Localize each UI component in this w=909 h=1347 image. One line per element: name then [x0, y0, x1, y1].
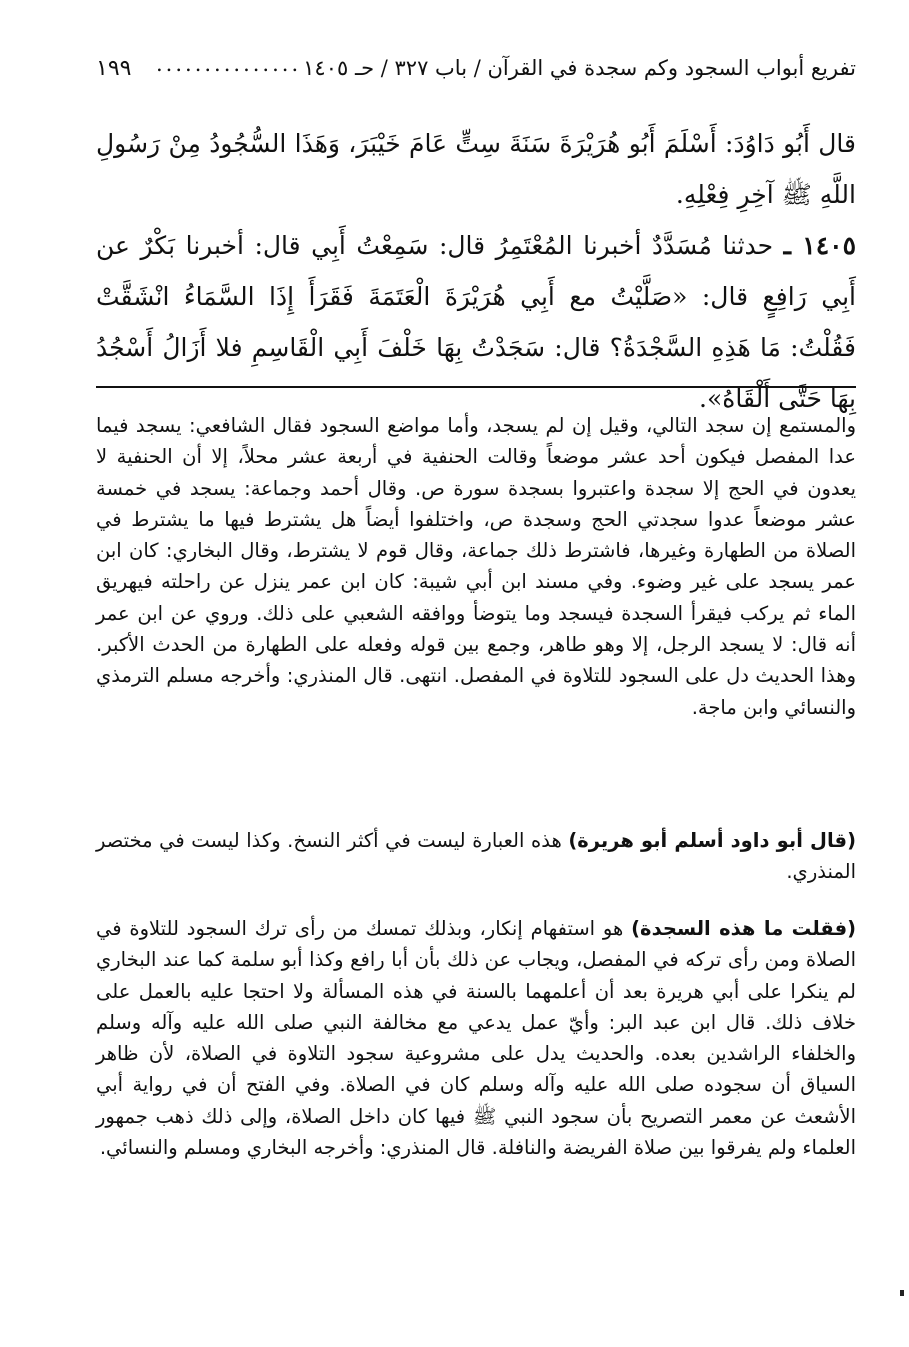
hadith-number: ١٤٠٥ ـ — [783, 231, 856, 260]
hadith-abu-dawud-note — [96, 118, 856, 220]
commentary-paragraph-1-text: والمستمع إن سجد التالي، وقيل إن لم يسجد، وأما مواضع السجود فقال الشافعي: يسجد فيما عدا المفصل فيكون أحد عشر موضعاً وقالت الحنفية في أربعة عشر محلاً، إلا أن الحنفية لا يعدون في الحج إلا سجدة واعتبروا بسجدة سورة ص. وقال أحمد وجماعة: يسجد في خمسة عشر موضعاً عدوا سجدتي الحج وسجدة ص، واختلفوا أيضاً هل يشترط فيها ما يشترط في الصلاة من الطهارة وغيرها، فاشترط ذلك جماعة، وقال قوم لا يشترط، وقال البخاري: كان ابن عمر يسجد على غير وضوء. وفي مسند ابن أبي شيبة: كان ابن عمر ينزل عن راحلته فيهريق الماء ثم يركب فيقرأ السجدة فيسجد وما يتوضأ ووافقه الشعبي على ذلك. وروي عن ابن عمر أنه قال: لا يسجد الرجل، إلا وهو طاهر، وجمع بين قوله وفعله على الطهارة من الحدث الأكبر. وهذا الحديث دل على السجود للتلاوة في المفصل. انتهى. قال المنذري: وأخرجه مسلم الترمذي والنسائي وابن ماجة. — [96, 414, 856, 719]
commentary-paragraph-3-heading: (فقلت ما هذه السجدة) — [631, 917, 857, 940]
scan-edge-mark — [900, 1290, 904, 1296]
hadith-1405-text: حدثنا مُسَدَّدٌ أخبرنا المُعْتَمِرُ قال: سَمِعْتُ أَبِي قال: أخبرنا بَكْرٌ عن أَبِي رَافِعٍ قال: «صَلَّيْتُ مع أَبِي هُرَيْرَةَ الْعَتَمَةَ فَقَرَأَ إِذَا السَّمَاءُ انْشَقَّتْ فَقُلْتُ: مَا هَذِهِ السَّجْدَةُ؟ قال: سَجَدْتُ بِهَا خَلْفَ أَبِي الْقَاسِمِ فلا أَزَالُ أَسْجُدُ بِهَا حَتَّى أَلْقَاهُ». — [96, 231, 856, 413]
running-header — [96, 52, 856, 92]
commentary-paragraph-2-text: هذه العبارة ليست في أكثر النسخ. وكذا ليست في مختصر المنذري. — [96, 829, 856, 884]
hadith-1405 — [96, 220, 856, 424]
header-leader-dots: ............... — [156, 52, 302, 76]
header-title: تفريع أبواب السجود وكم سجدة في القرآن / باب ٣٢٧ / حـ ١٤٠٥ — [303, 56, 856, 80]
page-number: ١٩٩ — [96, 56, 132, 81]
commentary-paragraph-1 — [96, 410, 856, 723]
commentary-paragraph-2-heading: (قال أبو داود أسلم أبو هريرة) — [568, 829, 856, 852]
commentary-paragraph-2 — [96, 825, 856, 888]
footnote-separator-rule — [96, 386, 856, 388]
hadith-abu-dawud-text: قال أَبُو دَاوُدَ: أَسْلَمَ أَبُو هُرَيْرَةَ سَنَةَ سِتٍّ عَامَ خَيْبَرَ، وَهَذَا السُّجُودُ مِنْ رَسُولِ اللَّهِ ﷺ آخِرِ فِعْلِهِ. — [96, 129, 856, 209]
commentary-paragraph-3-text: هو استفهام إنكار، وبذلك تمسك من رأى ترك السجود للتلاوة في الصلاة ومن رأى تركه في المفصل، ويجاب عن ذلك بأن أبا رافع وكذا أبو سلمة كما عند البخاري لم ينكرا على أبي هريرة بعد أن أعلمهما بالسنة في هذه المسألة ولا احتجا عليه بالعمل على خلاف ذلك. قال ابن عبد البر: وأيّ عمل يدعي مع مخالفة النبي صلى الله عليه وآله وسلم والخلفاء الراشدين بعده. والحديث يدل على مشروعية سجود التلاوة في الصلاة، لأن ظاهر السياق أن سجوده صلى الله عليه وآله وسلم كان في الصلاة. وفي الفتح أن في رواية أبي الأشعث عن معمر التصريح بأن سجود النبي ﷺ فيها كان داخل الصلاة، وإلى ذلك ذهب جمهور العلماء ولم يفرقوا بين صلاة الفريضة والنافلة. قال المنذري: وأخرجه البخاري ومسلم والنسائي. — [96, 917, 856, 1160]
commentary-paragraph-3 — [96, 913, 856, 1163]
